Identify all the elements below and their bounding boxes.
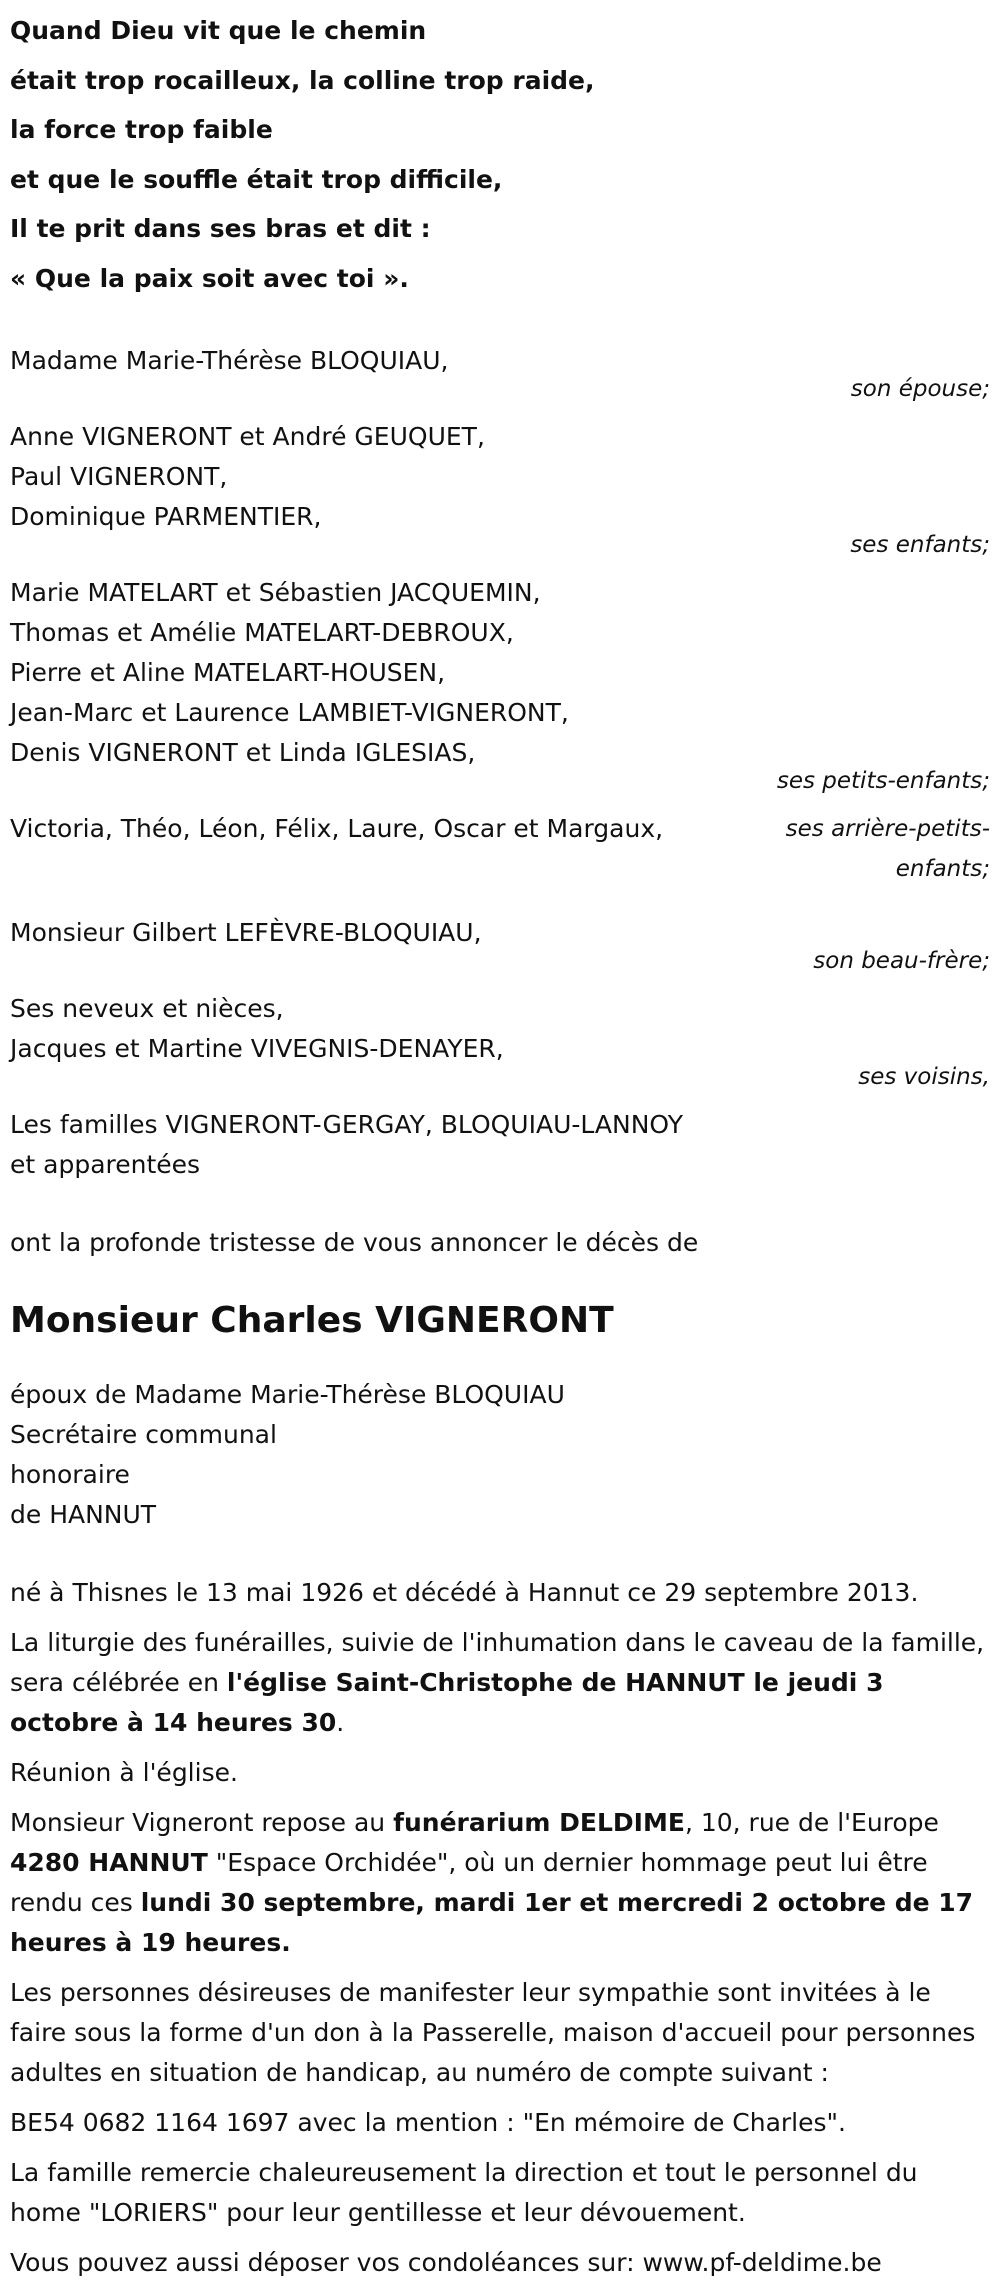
family-name: Pierre et Aline MATELART-HOUSEN, <box>10 658 446 687</box>
family-name: Jacques et Martine VIVEGNIS-DENAYER, <box>10 1034 504 1063</box>
poem-line: « Que la paix soit avec toi ». <box>10 263 409 293</box>
rest-text <box>10 1803 990 1963</box>
family-name: Anne VIGNERONT et André GEUQUET, <box>10 422 485 451</box>
account-text: BE54 0682 1164 1697 avec la mention : "En mémoire de Charles". <box>10 2108 846 2137</box>
family-list <box>10 341 990 1185</box>
family-name: Ses neveux et nièces, <box>10 994 284 1023</box>
poem-line: et que le souffle était trop difficile, <box>10 164 503 194</box>
relation-label-line: enfants; <box>895 856 990 882</box>
meeting-text: Réunion à l'église. <box>10 1758 238 1787</box>
poem-line: la force trop faible <box>10 115 273 144</box>
relation-label: ses petits-enfants; <box>776 768 990 794</box>
relation-label: son épouse; <box>850 376 990 402</box>
poem-line: était trop rocailleux, la colline trop raide, <box>10 65 595 95</box>
family-name: Les familles VIGNERONT-GERGAY, BLOQUIAU-LANNOY <box>10 1110 683 1139</box>
relation-label <box>740 809 990 889</box>
poem-line: Quand Dieu vit que le chemin <box>10 16 427 45</box>
deceased-info <box>10 1375 990 1535</box>
family-name: Madame Marie-Thérèse BLOQUIAU, <box>10 346 449 375</box>
deceased-info-line: Secrétaire communal <box>10 1420 277 1449</box>
family-name: Monsieur Gilbert LEFÈVRE-BLOQUIAU, <box>10 918 482 947</box>
obituary-page <box>10 0 990 2283</box>
relation-label: ses voisins, <box>858 1064 990 1090</box>
family-name: Thomas et Amélie MATELART-DEBROUX, <box>10 618 514 647</box>
family-group-brother-in-law <box>10 913 990 981</box>
funeral-location: l'église Saint-Christophe de HANNUT le jeudi 3 octobre à 14 heures 30 <box>10 1668 884 1737</box>
family-group-families <box>10 1105 990 1185</box>
family-name: Marie MATELART et Sébastien JACQUEMIN, <box>10 578 541 607</box>
family-name: Paul VIGNERONT, <box>10 462 228 491</box>
funerarium-name: funérarium DELDIME <box>393 1808 685 1837</box>
family-group-great-grandchildren <box>10 809 990 905</box>
family-name: Denis VIGNERONT et Linda IGLESIAS, <box>10 738 476 767</box>
funerarium-city: 4280 HANNUT <box>10 1848 208 1877</box>
details-section <box>10 1573 990 2283</box>
funeral-text-part: La liturgie des funérailles, suivie de l'inhumation dans le caveau de la famille, sera célébrée en <box>10 1628 985 1697</box>
thanks-text: La famille remercie chaleureusement la direction et tout le personnel du home "LORIERS" pour leur gentillesse et leur dévouement. <box>10 2158 918 2227</box>
rest-text-part: , 10, rue de l'Europe <box>684 1808 939 1837</box>
family-group-neighbours <box>10 989 990 1097</box>
family-name: Dominique PARMENTIER, <box>10 502 322 531</box>
poem <box>10 0 990 303</box>
relation-label-line: ses arrière-petits- <box>785 816 990 842</box>
family-name: et apparentées <box>10 1150 201 1179</box>
visiting-hours: lundi 30 septembre, mardi 1er et mercredi 2 octobre de 17 heures à 19 heures. <box>10 1888 974 1957</box>
deceased-info-line: époux de Madame Marie-Thérèse BLOQUIAU <box>10 1380 565 1409</box>
family-name: Victoria, Théo, Léon, Félix, Laure, Oscar et Margaux, <box>10 814 664 843</box>
rest-text-part: Monsieur Vigneront repose au <box>10 1808 394 1837</box>
deceased-name: Monsieur Charles VIGNERONT <box>10 1300 614 1341</box>
donation-text: Les personnes désireuses de manifester leur sympathie sont invitées à le faire sous la forme d'un don à la Passerelle, maison d'accueil pour personnes adultes en situation de handicap, au numéro de compte suivant : <box>10 1978 976 2087</box>
announcement-text: ont la profonde tristesse de vous annoncer le décès de <box>10 1228 699 1257</box>
relation-label: ses enfants; <box>850 532 990 558</box>
condolences-text: Vous pouvez aussi déposer vos condoléances sur: www.pf-deldime.be <box>10 2248 882 2277</box>
deceased-info-line: honoraire <box>10 1460 130 1489</box>
relation-label: son beau-frère; <box>813 948 990 974</box>
family-group-children <box>10 417 990 565</box>
family-group-wife <box>10 341 990 409</box>
funeral-text-part: . <box>336 1708 345 1737</box>
poem-line: Il te prit dans ses bras et dit : <box>10 214 431 243</box>
family-group-grandchildren <box>10 573 990 801</box>
rest-text-part: "Espace Orchidée", où un dernier hommage peut lui être rendu ces <box>10 1848 928 1917</box>
family-name: Jean-Marc et Laurence LAMBIET-VIGNERONT, <box>10 698 569 727</box>
birth-death-text: né à Thisnes le 13 mai 1926 et décédé à Hannut ce 29 septembre 2013. <box>10 1578 919 1607</box>
funeral-text <box>10 1623 990 1743</box>
deceased-info-line: de HANNUT <box>10 1500 157 1529</box>
